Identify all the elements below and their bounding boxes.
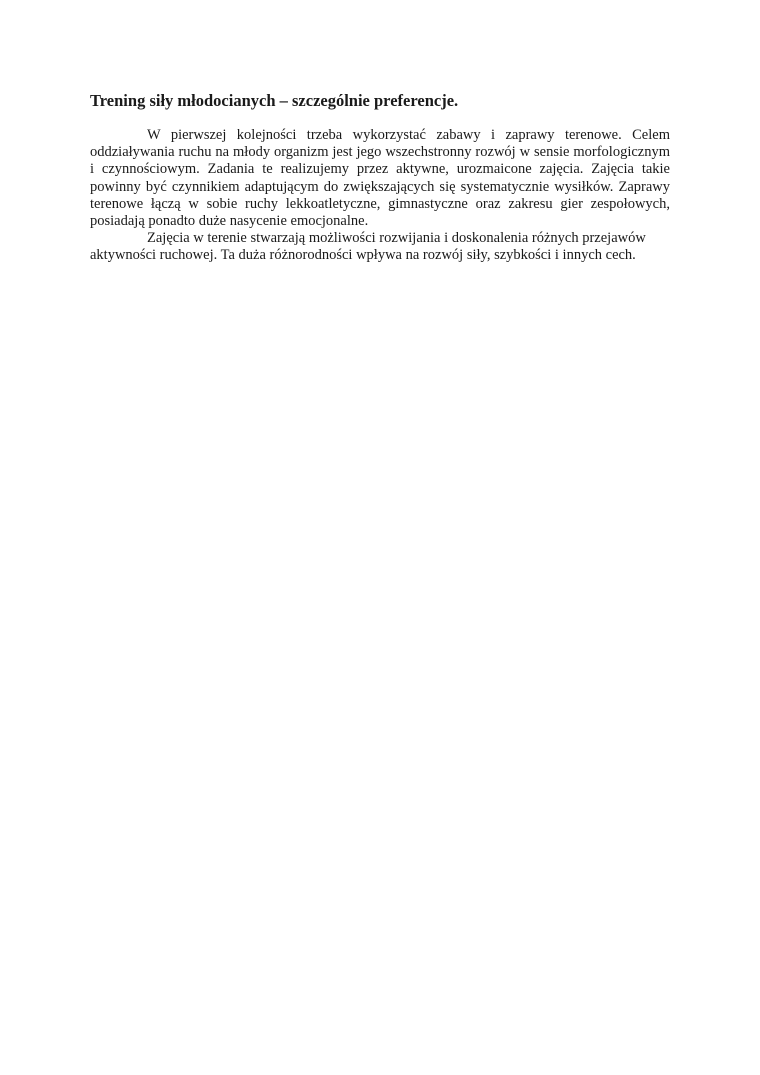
document-title: Trening siły młodocianych – szczególnie preferencje.	[90, 91, 459, 110]
paragraph-1: W pierwszej kolejności trzeba wykorzystać zabawy i zaprawy terenowe. Celem oddziaływania ruchu na młody organizm jest jego wszechstronny rozwój w sensie morfologicznym i czynnościowym. Zadania te realizujemy przez aktywne, urozmaicone zajęcia. Zajęcia takie powinny być czynnikiem adaptującym do zwiększających się systematycznie wysiłków. Zaprawy terenowe łączą w sobie ruchy lekkoatletyczne, gimnastyczne oraz zakresu gier zespołowych, posiadają ponadto duże nasycenie emocjonalne.	[90, 127, 670, 230]
paragraph-2: Zajęcia w terenie stwarzają możliwości rozwijania i doskonalenia różnych przejawów aktywności ruchowej. Ta duża różnorodności wpływa na rozwój siły, szybkości i innych cech.	[90, 230, 646, 264]
document-body	[90, 91, 670, 265]
